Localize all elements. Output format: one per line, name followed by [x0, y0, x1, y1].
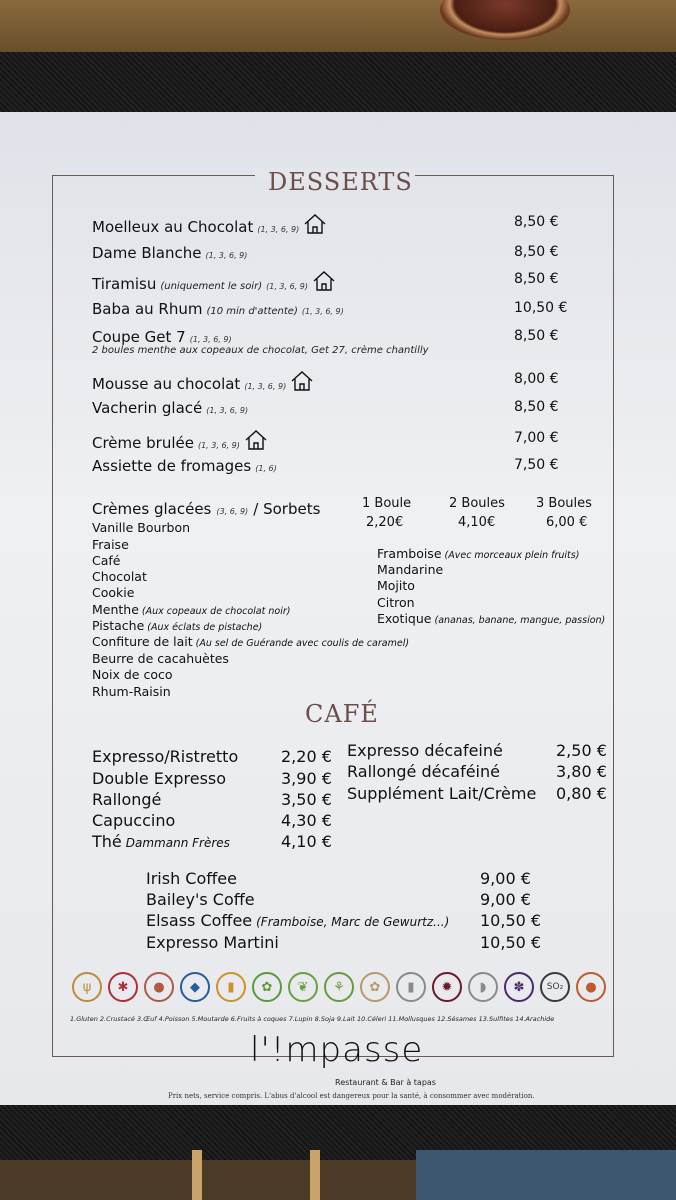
dessert-price: 7,00 € — [514, 430, 559, 446]
cafe-price: 0,80 € — [556, 784, 607, 803]
chopstick — [310, 1150, 320, 1200]
dessert-allergens: (1, 3, 6, 9) — [257, 225, 300, 234]
milk-icon: ✿ — [360, 972, 390, 1002]
cafe-price: 2,50 € — [556, 741, 607, 760]
liqueur-name: Expresso Martini — [146, 933, 279, 952]
legal-footer: Prix nets, service compris. L'abus d'alcool est dangereux pour la santé, à consommer avec modération. — [168, 1092, 535, 1100]
dessert-name: Assiette de fromages — [92, 457, 252, 475]
ice-price-2: 4,10€ — [458, 515, 496, 530]
dessert-allergens: (1, 3, 6, 9) — [189, 335, 232, 344]
dessert-price: 8,50 € — [514, 214, 559, 230]
dessert-note: (uniquement le soir) — [160, 281, 263, 292]
cafe-item — [92, 832, 230, 851]
dessert-allergens: (1, 3, 6, 9) — [301, 307, 344, 316]
flavor-name: Chocolat — [92, 569, 147, 584]
flavor-item — [92, 618, 262, 633]
flavor-note: (Avec morceaux plein fruits) — [444, 550, 580, 561]
flavor-item — [92, 667, 172, 682]
cafe-price: 3,90 € — [281, 769, 332, 788]
flavor-name: Exotique — [377, 611, 432, 626]
house-made-icon — [312, 270, 336, 296]
dessert-name: Crème brulée — [92, 434, 194, 452]
cafe-price: 4,10 € — [281, 832, 332, 851]
flavor-item — [377, 562, 443, 577]
sesame-icon: ✽ — [504, 972, 534, 1002]
house-made-icon — [290, 370, 314, 396]
ice-col-1: 1 Boule — [362, 496, 412, 511]
ice-title — [92, 499, 320, 518]
chopstick — [192, 1150, 202, 1200]
dessert-price: 7,50 € — [514, 457, 559, 473]
dessert-allergens: (1, 6) — [255, 464, 277, 473]
ice-title-label: Crèmes glacées — [92, 500, 212, 518]
dessert-allergens: (1, 3, 6, 9) — [244, 382, 287, 391]
flavor-item — [92, 537, 129, 552]
cafe-name: Expresso/Ristretto — [92, 747, 239, 766]
flavor-name: Café — [92, 553, 121, 568]
cafe-price: 3,80 € — [556, 762, 607, 781]
house-made-icon — [244, 429, 268, 455]
dessert-name: Coupe Get 7 — [92, 328, 186, 346]
flavor-name: Noix de coco — [92, 667, 173, 682]
flavor-name: Confiture de lait — [92, 634, 193, 649]
nuts-icon: ✿ — [252, 972, 282, 1002]
flavor-item — [92, 684, 171, 699]
ice-price-3: 6,00 € — [546, 515, 588, 530]
cafe-name: Expresso décafeiné — [347, 741, 503, 760]
dessert-row — [92, 327, 232, 346]
flavor-item — [377, 546, 579, 561]
liqueur-price: 10,50 € — [480, 933, 542, 952]
lupin-icon: ❦ — [288, 972, 318, 1002]
menu-binder-top — [0, 52, 676, 112]
restaurant-logo: l'!mpasse — [250, 1030, 424, 1070]
house-made-icon — [303, 213, 327, 239]
dessert-allergens: (1, 3, 6, 9) — [197, 441, 240, 450]
flavor-item — [377, 595, 415, 610]
cafe-item — [92, 811, 175, 830]
egg-icon: ● — [144, 972, 174, 1002]
fish-icon: ◆ — [180, 972, 210, 1002]
liqueur-name: Elsass Coffee — [146, 911, 253, 930]
allergen-icons — [72, 972, 632, 1012]
dessert-price: 8,50 € — [514, 399, 559, 415]
dessert-price: 8,00 € — [514, 371, 559, 387]
wheat-icon: ψ — [72, 972, 102, 1002]
liqueur-price: 10,50 € — [480, 911, 542, 930]
cafe-name: Supplément Lait/Crème — [347, 784, 537, 803]
flavor-item — [377, 578, 415, 593]
dessert-row — [92, 456, 277, 475]
dessert-row — [92, 398, 248, 417]
flavor-name: Framboise — [377, 546, 442, 561]
liqueur-price: 9,00 € — [480, 869, 531, 888]
mollusc-icon: ✹ — [432, 972, 462, 1002]
ice-col-2: 2 Boules — [449, 496, 505, 511]
restaurant-subtitle: Restaurant & Bar à tapas — [335, 1078, 436, 1087]
flavor-note: (Aux éclats de pistache) — [147, 622, 263, 633]
flavor-name: Cookie — [92, 585, 135, 600]
dessert-allergens: (1, 3, 6, 9) — [206, 406, 249, 415]
sulphite-icon: SO₂ — [540, 972, 570, 1002]
ice-col-3: 3 Boules — [536, 496, 592, 511]
dessert-name: Dame Blanche — [92, 244, 202, 262]
dessert-row — [92, 270, 336, 296]
flavor-item — [92, 634, 409, 649]
dessert-name: Vacherin glacé — [92, 399, 203, 417]
blue-fabric — [416, 1150, 676, 1200]
flavor-item — [92, 602, 290, 617]
dessert-allergens: (1, 3, 6, 9) — [205, 251, 248, 260]
flavor-name: Fraise — [92, 537, 129, 552]
dessert-row — [92, 370, 314, 396]
flavor-name: Rhum-Raisin — [92, 684, 171, 699]
cafe-price: 2,20 € — [281, 747, 332, 766]
liqueur-item — [146, 869, 237, 888]
celery-icon: ▮ — [396, 972, 426, 1002]
mustard-icon: ▮ — [216, 972, 246, 1002]
ice-title-suffix: / Sorbets — [253, 500, 321, 518]
cafe-name: Thé — [92, 832, 122, 851]
cafe-name: Rallongé décaféiné — [347, 762, 500, 781]
crab-icon: ✱ — [108, 972, 138, 1002]
flavor-name: Vanille Bourbon — [92, 520, 191, 535]
dessert-allergens: (1, 3, 6, 9) — [266, 282, 308, 291]
liqueur-name: Bailey's Coffe — [146, 890, 255, 909]
dessert-note: (10 min d'attente) — [206, 306, 298, 317]
cafe-item — [92, 747, 238, 766]
flavor-name: Beurre de cacahuètes — [92, 651, 229, 666]
cafe-note: Dammann Frères — [125, 836, 230, 850]
flavor-item — [92, 520, 190, 535]
dessert-price: 8,50 € — [514, 271, 559, 287]
cafe-price: 4,30 € — [281, 811, 332, 830]
flavor-item — [92, 651, 229, 666]
flavor-item — [92, 585, 134, 600]
dessert-price: 8,50 € — [514, 244, 559, 260]
flavor-item — [377, 611, 605, 626]
dessert-name: Mousse au chocolat — [92, 375, 241, 393]
dessert-name: Tiramisu — [92, 275, 157, 293]
dessert-price: 8,50 € — [514, 328, 559, 344]
cafe-price: 3,50 € — [281, 790, 332, 809]
dessert-row — [92, 299, 344, 318]
dessert-row — [92, 429, 268, 455]
liqueur-name: Irish Coffee — [146, 869, 237, 888]
flavor-name: Menthe — [92, 602, 139, 617]
liqueur-item — [146, 933, 279, 952]
flavor-note: (Au sel de Guérande avec coulis de caramel) — [195, 638, 410, 649]
cafe-name: Double Expresso — [92, 769, 227, 788]
dessert-row — [92, 243, 247, 262]
flavor-item — [92, 569, 147, 584]
coupe-description: 2 boules menthe aux copeaux de chocolat, Get 27, crème chantilly — [92, 345, 429, 356]
cafe-item — [92, 790, 161, 809]
ice-allergens: (3, 6, 9) — [216, 507, 249, 516]
liqueur-item — [146, 890, 255, 909]
liqueur-price: 9,00 € — [480, 890, 531, 909]
dessert-row — [92, 213, 327, 239]
cafe-name: Rallongé — [92, 790, 162, 809]
cafe-title: CAFÉ — [305, 700, 379, 728]
liqueur-note: (Framboise, Marc de Gewurtz...) — [256, 915, 450, 929]
ice-price-1: 2,20€ — [366, 515, 404, 530]
flavor-name: Pistache — [92, 618, 145, 633]
dessert-name: Baba au Rhum — [92, 300, 203, 318]
shell-icon: ◗ — [468, 972, 498, 1002]
flavor-name: Citron — [377, 595, 415, 610]
cafe-item — [92, 769, 226, 788]
flavor-note: (ananas, banane, mangue, passion) — [434, 615, 606, 626]
dessert-price: 10,50 € — [514, 300, 568, 316]
peanut-icon: ● — [576, 972, 606, 1002]
flavor-name: Mojito — [377, 578, 415, 593]
cafe-name: Capuccino — [92, 811, 176, 830]
dessert-name: Moelleux au Chocolat — [92, 218, 254, 236]
liqueur-item — [146, 911, 449, 930]
flavor-item — [92, 553, 120, 568]
allergen-legend: 1.Gluten 2.Crustacé 3.Œuf 4.Poisson 5.Moutarde 6.Fruits à coques 7.Lupin 8.Soja 9.Lait 10.Céleri 11.Mollusques 12.Sésames 13.Sulfites 14.Arachide — [70, 1015, 555, 1023]
desserts-title: DESSERTS — [268, 168, 413, 196]
flavor-name: Mandarine — [377, 562, 444, 577]
soy-icon: ⚘ — [324, 972, 354, 1002]
flavor-note: (Aux copeaux de chocolat noir) — [141, 606, 291, 617]
